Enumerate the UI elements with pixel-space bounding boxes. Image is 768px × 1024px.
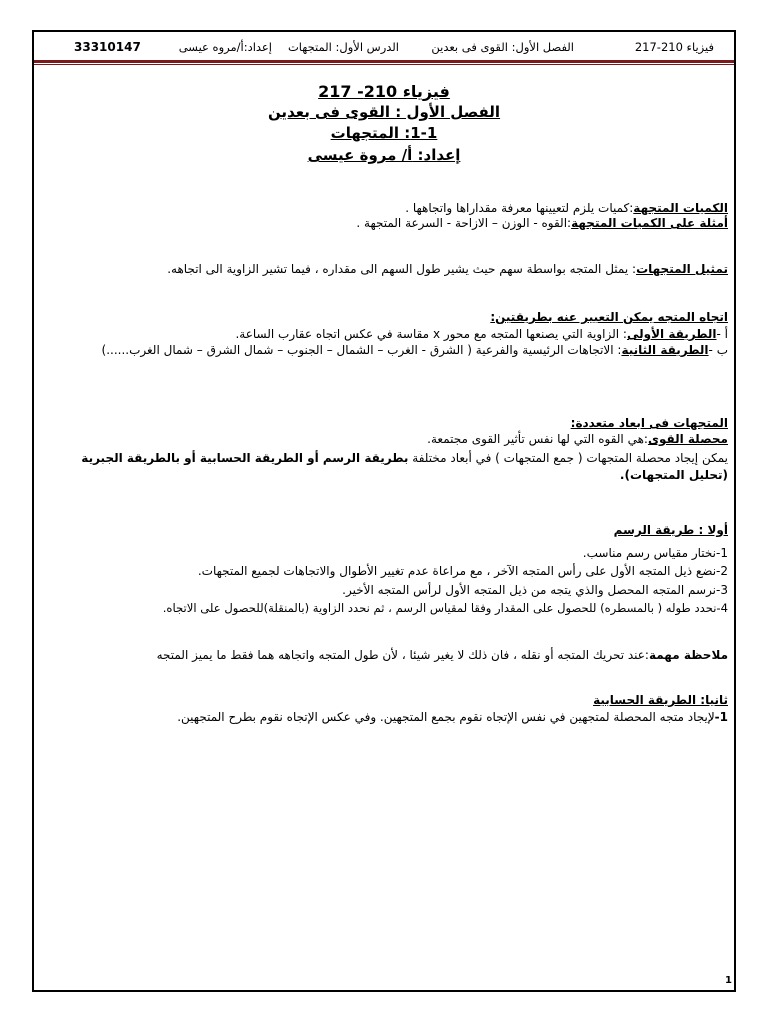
methods-text-bold: بطريقة الرسم أو الطريقة الحسابية أو بالطريقة الجبرية (تحليل المتجهات). [81,451,728,482]
page-frame [32,30,736,992]
header-rule [34,60,734,63]
note-text: :عند تحريك المتجه أو نقله ، فان ذلك لا يغير شيئا ، لأن طول المتجه واتجاهه هما فقط ما يميز المتجه [156,648,649,662]
examples-label: أمثلة على الكميات المتجهة [571,216,728,230]
course-title: فيزياء 210- 217 [318,82,450,101]
author-line [34,146,734,164]
dir-b-prefix: ب - [708,343,728,357]
direction-method-b [60,343,728,358]
calc-step1-text: لإيجاد متجه المحصلة لمتجهين في نفس الإتجاه نقوم بجمع المتجهين. وفي عكس الإتجاه نقوم بطرح المتجهين. [177,710,715,724]
dir-b-text: : الاتجاهات الرئيسية والفرعية ( الشرق - الغرب – الشمال – الجنوب – شمال الشرق – شمال الغرب......) [101,343,622,357]
header-author: إعداد:أ/مروه عيسى [178,40,272,54]
direction-method-a [40,327,728,342]
dir-a-prefix: أ - [716,327,728,341]
resultant-text: :هي القوه التي لها نفس تأثير القوى مجتمعة. [427,432,648,446]
dir-a-label: الطريقة الأولى [626,327,717,341]
methods-text: يمكن إيجاد محصلة المتجهات ( جمع المتجهات ) في أبعاد مختلفة [412,451,728,465]
note-label: ملاحظة مهمة [648,648,728,662]
examples-line [40,216,728,231]
author-name: أ/ مروة عيسى [307,146,413,164]
important-note [40,648,728,663]
calc-step1-num: 1- [714,710,728,724]
running-header [34,34,734,60]
header-lesson: الدرس الأول: المتجهات [287,40,399,54]
representation-line [40,262,728,277]
methods-line [60,450,728,484]
direction-title: اتجاه المتجه يمكن التعبير عنه بطريقتين: [490,310,728,324]
chapter-title: الفصل الأول : القوى فى بعدين [267,103,501,121]
calculation-method-title: ثانيا: الطريقة الحسابية [593,693,728,707]
graphical-step-3: 3-نرسم المتجه المحصل والذي يتجه من ذيل المتجه الأول لرأس المتجه الأخير. [342,583,728,597]
vec-qty-text: :كميات يلزم لتعيينها معرفة مقداراها واتجاهها . [405,201,634,215]
section-title: 1-1: المتجهات [330,124,438,142]
vec-qty-label: الكميات المتجهة [633,201,728,215]
graphical-method-title: أولا : طريقة الرسم [613,523,728,537]
examples-text: :القوه - الوزن – الازاحة - السرعة المتجهة . [356,216,572,230]
vector-quantities-def [40,201,728,216]
rep-text: : يمثل المتجه بواسطة سهم حيث يشير طول السهم الى مقداره ، فيما تشير الزاوية الى اتجاهه. [167,262,637,276]
multi-dim-title: المتجهات فى ابعاد متعددة: [570,416,728,430]
rep-label: تمثيل المتجهات [636,262,728,276]
graphical-step-2: 2-نضع ذيل المتجه الأول على رأس المتجه الآخر ، مع مراعاة عدم تغيير الأطوال والاتجاهات لجميع المتجهات. [197,564,728,578]
header-course: فيزياء 210-217 [634,40,714,54]
resultant-label: محصلة القوى [647,432,728,446]
header-phone: 33310147 [74,40,141,54]
graphical-step-1: 1-نختار مقياس رسم مناسب. [582,546,728,560]
header-chapter: الفصل الأول: القوى فى بعدين [431,40,574,54]
calculation-step-1 [40,710,728,725]
page-number: 1 [725,975,732,986]
graphical-step-4: 4-نحدد طوله ( بالمسطره) للحصول على المقدار وفقا لمقياس الرسم ، ثم نحدد الزاوية (بالمنقلة)للحصول على الاتجاه. [162,601,728,615]
dir-a-text: : الزاوية التي يصنعها المتجه مع محور x مقاسة في عكس اتجاه عقارب الساعة. [235,327,627,341]
resultant-def [40,432,728,447]
author-label: إعداد: [417,146,461,164]
header-rule-thin [34,64,734,65]
dir-b-label: الطريقة الثانية [621,343,709,357]
